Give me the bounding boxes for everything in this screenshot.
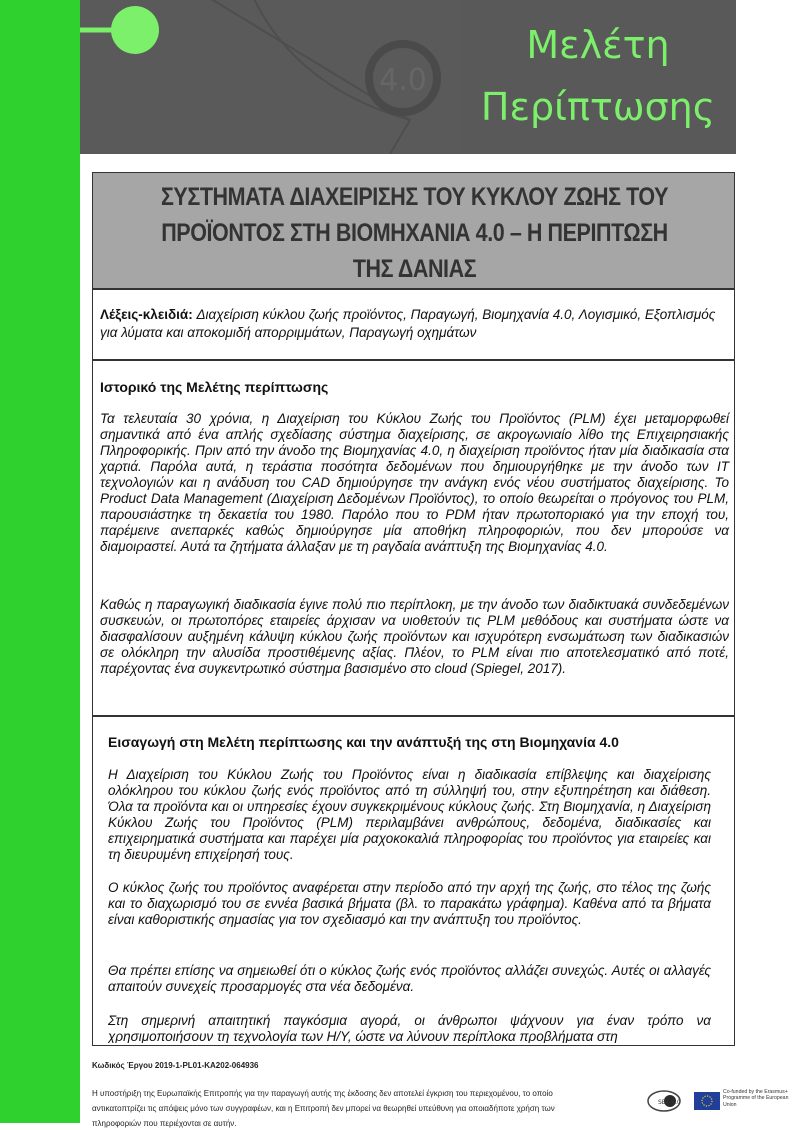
keywords-label: Λέξεις-κλειδιά: — [100, 307, 193, 322]
see-logo-icon — [648, 1091, 681, 1111]
keywords-text: Διαχείριση κύκλου ζωής προϊόντος, Παραγωγή, Βιομηχανία 4.0, Λογισμικό, Εξοπλισμός για λύματα και αποκομιδή απορριμμάτων, Παραγωγή οχημάτων — [100, 307, 716, 340]
left-green-bar — [0, 0, 80, 1123]
logo-text: 4.0 — [379, 63, 427, 98]
case-title-line2: Περίπτωσης — [480, 85, 716, 129]
history-heading: Ιστορικό της Μελέτης περίπτωσης — [100, 379, 329, 395]
title-line3: ΤΗΣ ΔΑΝΙΑΣ — [352, 255, 477, 283]
case-title-line1: Μελέτη — [526, 23, 670, 67]
project-code: Κωδικός Έργου 2019-1-PL01-KA202-064936 — [92, 1061, 259, 1070]
partner-logos — [646, 1088, 794, 1116]
industry-logo-graphic — [80, 0, 460, 154]
eu-flag-icon — [694, 1092, 720, 1110]
intro-paragraph-2: Ο κύκλος ζωής του προϊόντος αναφέρεται στην περίοδο από την αρχή της ζωής, στο τέλος της ζωής και το διαχωρισμό του σε εννέα βασικά βήματα (βλ. το παρακάτω γράφημα). Καθένα από τα βήματα είναι καθοριστικής σημασίας για τον σχεδιασμό και την ανάπτυξη του προϊόντος. — [108, 880, 711, 927]
title-line1: ΣΥΣΤΗΜΑΤΑ ΔΙΑΧΕΙΡΙΣΗΣ ΤΟΥ ΚΥΚΛΟΥ ΖΩΗΣ ΤΟΥ — [160, 183, 669, 211]
title-line2: ΠΡΟΪΟΝΤΟΣ ΣΤΗ ΒΙΟΜΗΧΑΝΙΑ 4.0 – Η ΠΕΡΙΠΤΩΣΗ — [161, 219, 668, 247]
intro-section — [92, 716, 735, 1046]
intro-paragraph-1: Η Διαχείριση του Κύκλου Ζωής του Προϊόντος είναι η διαδικασία επίβλεψης και διαχείρισης ολόκληρου του κύκλου ζωής ενός προϊόντος από τη σύλληψή του, στην εξυπηρέτηση και διάθεση. Όλα τα προϊόντα και οι υπηρεσίες έχουν συγκεκριμένους κύκλους ζωής. Στη Βιομηχανία, η Διαχείριση Κύκλου Ζωής του Προϊόντος (PLM) περιλαμβάνει ανθρώπους, δεδομένα, διαδικασίες και επιχειρηματικά συστήματα και παρέχει μία ραχοκοκαλιά πληροφορίας του προϊόντος για εταιρείες και τη διευρυμένη επιχείρησή τους. — [108, 767, 711, 862]
header-banner — [80, 0, 736, 154]
history-paragraph-2: Καθώς η παραγωγική διαδικασία έγινε πολύ πιο περίπλοκη, με την άνοδο των διαδικτυακά συνδεδεμένων συσκευών, οι πρωτοπόρες εταιρείες άρχισαν να υιοθετούν τις PLM μεθόδους και συστήματα ώστε να διασφαλίσουν αυξημένη κάλυψη κύκλου ζωής προϊόντων και ισχυρότερη ενσωμάτωση των διαδικασιών σε ολόκληρη την αλυσίδα προστιθέμενης αξίας. Πλέον, το PLM είναι πιο αποτελεσματικό από ποτέ, παρέχοντας ένα συγκεντρωτικό σύστημα βασισμένο στο cloud (Spiegel, 2017). — [100, 597, 729, 676]
intro-paragraph-3: Θα πρέπει επίσης να σημειωθεί ότι ο κύκλος ζωής ενός προϊόντος αλλάζει συνεχώς. Αυτές οι αλλαγές απαιτούν συνεχείς προσαρμογές στα νέα δεδομένα. — [108, 963, 711, 994]
see-logo-text: SEE 4.0 — [658, 1099, 681, 1106]
eu-disclaimer: Η υποστήριξη της Ευρωπαϊκής Επιτροπής για την παραγωγή αυτής της έκδοσης δεν αποτελεί έγκριση του περιεχομένου, το οποίο αντικατοπτρίζει τις απόψεις μόνο των συγγραφέων, και η Επιτροπή δεν μπορεί να θεωρηθεί υπεύθυνη για οποιαδήποτε χρήση των πληροφοριών που περιέχονται σε αυτήν. — [92, 1089, 555, 1128]
history-section — [92, 360, 735, 716]
green-dot-icon — [111, 6, 159, 54]
eu-funding-text: Co-funded by the Erasmus+ Programme of the European Union — [723, 1089, 789, 1108]
intro-heading: Εισαγωγή στη Μελέτη περίπτωσης και την ανάπτυξή της στη Βιομηχανία 4.0 — [108, 734, 619, 750]
keywords-box — [92, 289, 735, 360]
page-title — [138, 179, 691, 287]
history-paragraph-1: Τα τελευταία 30 χρόνια, η Διαχείριση του Κύκλου Ζωής του Προϊόντος (PLM) έχει μεταμορφωθεί σημαντικά από ένα απλής σχεδίασης σύστημα διαχείρισης, σε ακρογωνιαίο λίθο της Επιχειρησιακής Πληροφορικής. Πριν από την άνοδο της Βιομηχανίας 4.0, η διαχείριση προϊόντος ήταν μία διαδικασία στα χαρτιά. Παρόλα αυτά, η τεράστια ποσότητα δεδομένων που δημιουργήθηκε με την άνοδο των IT τεχνολογιών και η ανάδυση του CAD δημιούργησε την ανάγκη ενός νέου συστήματος διαχείρισης. Το Product Data Management (Διαχείριση Δεδομένων Προϊόντος), το οποίο θεωρείται ο πρόγονος του PLM, παρουσιάστηκε τη δεκαετία του 1980. Παρόλο που το PDM ήταν πρωτοποριακό για την εποχή του, παρέμεινε ανεπαρκές καθώς δημιούργησε μία αποθήκη πληροφοριών, που δεν μπορούσε να διαμοιραστεί. Αυτά τα ζητήματα άλλαξαν με τη ραγδαία ανάπτυξη της Βιομηχανίας 4.0. — [100, 411, 729, 554]
intro-paragraph-4: Στη σημερινή απαιτητική παγκόσμια αγορά, οι άνθρωποι ψάχνουν για έναν τρόπο να χρησιμοποιήσουν τη τεχνολογία των Η/Υ, ώστε να λύνουν περίπλοκα προβλήματα στη — [108, 1013, 711, 1043]
main-title-box — [92, 172, 735, 289]
footer-logos — [646, 1088, 794, 1121]
case-study-label — [460, 0, 736, 154]
banner-graphic — [80, 0, 460, 154]
